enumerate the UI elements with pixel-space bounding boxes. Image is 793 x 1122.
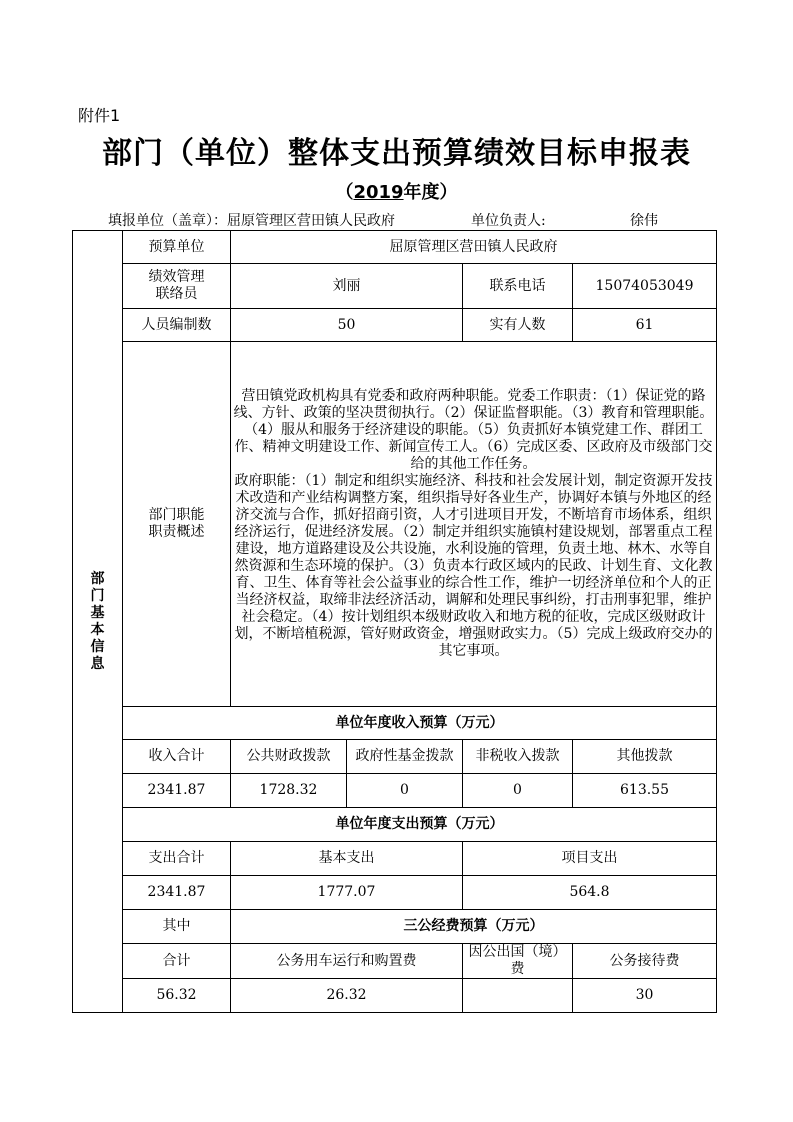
fill-unit: 填报单位（盖章）：屈原管理区营田镇人民政府 [108,213,395,229]
income-header-public: 公共财政拨款 [231,740,347,774]
income-header-fund: 政府性基金拨款 [347,740,463,774]
duty-label-line1: 部门职能 [148,507,205,523]
expense-header-total: 支出合计 [123,842,231,876]
sangong-header-reception: 公务接待费 [573,944,717,979]
income-header-nontax: 非税收入拨款 [463,740,573,774]
sangong-header-total: 合计 [123,944,231,979]
expense-section-title: 单位年度支出预算（万元） [123,808,717,842]
income-value-total: 2341.87 [123,774,231,808]
page-title: 部门（单位）整体支出预算绩效目标申报表 [102,136,691,171]
sangong-value-abroad [463,979,573,1013]
attachment-label: 附件1 [78,106,121,125]
year-prefix: （ [335,182,354,203]
contact-value: 刘丽 [231,264,463,309]
expense-value-project: 564.8 [463,876,717,910]
staff-quota-value: 50 [231,309,463,342]
gov-duty-text: 政府职能：（1）制定和组织实施经济、科技和社会发展计划，制定资源开发技术改造和产业结构调整方案，组织指导好各业生产，协调好本镇与外地区的经济交流与合作，抓好招商引资，人才引进项目开发，不断培育市场体系，组织经济运行，促进经济发展。（2）制定并组织实施镇村建设规划，部署重点工程建设，地方道路建设及公共设施，水利设施的管理，负责土地、林木、水等自然资源和生态环境的保护。（3）负责本行政区域内的民政、计划生育、文化教育、卫生、体育等社会公益事业的综合性工作，维护一切经济单位和个人的正当经济权益，取缔非法经济活动，调解和处理民事纠纷，打击刑事犯罪，维护社会稳定。（4）按计划组织本级财政收入和地方税的征收，完成区级财政计划，不断培植税源，管好财政资金，增强财政实力。（5）完成上级政府交办的其它事项。 [234,473,713,659]
unit-leader-label: 单位负责人: [471,213,546,229]
income-header-total: 收入合计 [123,740,231,774]
income-value-public: 1728.32 [231,774,347,808]
phone-value: 15074053049 [573,264,717,309]
year-suffix: 年度） [403,182,458,203]
sangong-header-abroad: 因公出国（境）费 [463,944,573,979]
contact-label-line1: 绩效管理 [148,269,205,285]
year-value: 2019 [353,182,404,203]
sangong-value-reception: 30 [573,979,717,1013]
expense-value-basic: 1777.07 [231,876,463,910]
budget-unit-label: 预算单位 [123,231,231,264]
income-value-fund: 0 [347,774,463,808]
contact-label-line2: 联络员 [155,286,198,302]
staff-actual-value: 61 [573,309,717,342]
phone-label: 联系电话 [463,264,573,309]
duty-description [231,342,717,707]
side-label-text: 部 门 基 本 信 息 [90,570,105,672]
sangong-header-vehicle: 公务用车运行和购置费 [231,944,463,979]
expense-header-project: 项目支出 [463,842,717,876]
sangong-section-title: 三公经费预算（万元） [231,910,717,944]
expense-header-basic: 基本支出 [231,842,463,876]
sangong-value-vehicle: 26.32 [231,979,463,1013]
unit-leader-name: 徐伟 [630,213,658,229]
sangong-left-label: 其中 [123,910,231,944]
side-label-dept-info [73,231,123,1013]
year-line [0,178,793,204]
income-value-nontax: 0 [463,774,573,808]
sangong-value-total: 56.32 [123,979,231,1013]
staff-quota-label: 人员编制数 [123,309,231,342]
income-section-title: 单位年度收入预算（万元） [123,707,717,740]
staff-actual-label: 实有人数 [463,309,573,342]
contact-label [123,264,231,309]
duty-label [123,342,231,707]
income-value-other: 613.55 [573,774,717,808]
duty-label-line2: 职责概述 [148,524,205,540]
income-header-other: 其他拨款 [573,740,717,774]
expense-value-total: 2341.87 [123,876,231,910]
party-duty-text: 营田镇党政机构具有党委和政府两种职能。党委工作职责：（1）保证党的路线、方针、政策的坚决贯彻执行。（2）保证监督职能。（3）教育和管理职能。（4）服从和服务于经济建设的职能。（5）负责抓好本镇党建工作、群团工作、精神文明建设工作、新闻宣传工人。（6）完成区委、区政府及市级部门交给的其他工作任务。 [233,388,714,472]
performance-target-table [72,230,717,1013]
budget-unit-value: 屈原管理区营田镇人民政府 [231,231,717,264]
